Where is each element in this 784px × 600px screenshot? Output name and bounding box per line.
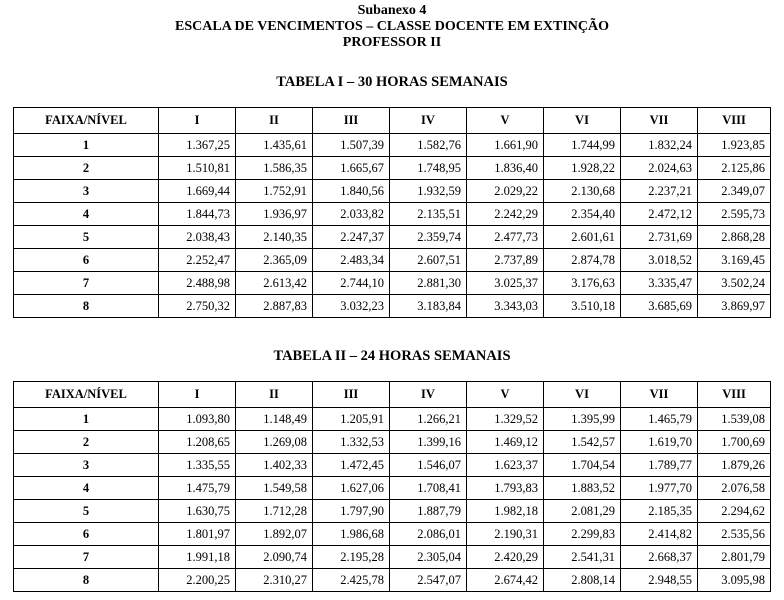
salary-table-24h — [13, 381, 771, 592]
faixa-cell: 1 — [14, 408, 159, 431]
salary-cell: 2.607,51 — [390, 249, 467, 272]
salary-cell: 1.507,39 — [313, 134, 390, 157]
salary-cell: 3.018,52 — [621, 249, 698, 272]
column-header-level: V — [467, 108, 544, 134]
salary-cell: 1.748,95 — [390, 157, 467, 180]
table-1-title: TABELA I – 30 HORAS SEMANAIS — [276, 74, 508, 90]
salary-cell: 1.923,85 — [698, 134, 771, 157]
salary-cell: 1.669,44 — [159, 180, 236, 203]
salary-cell: 1.879,26 — [698, 454, 771, 477]
salary-cell: 1.700,69 — [698, 431, 771, 454]
subanexo-label: Subanexo 4 — [357, 3, 427, 18]
salary-cell: 1.752,91 — [236, 180, 313, 203]
salary-cell: 1.623,37 — [467, 454, 544, 477]
salary-cell: 1.472,45 — [313, 454, 390, 477]
column-header-level: VII — [621, 108, 698, 134]
salary-cell: 2.541,31 — [544, 546, 621, 569]
salary-cell: 1.661,90 — [467, 134, 544, 157]
salary-cell: 1.977,70 — [621, 477, 698, 500]
salary-cell: 2.130,68 — [544, 180, 621, 203]
salary-cell: 2.081,29 — [544, 500, 621, 523]
table-row — [14, 569, 771, 592]
salary-cell: 1.840,56 — [313, 180, 390, 203]
salary-cell: 2.086,01 — [390, 523, 467, 546]
salary-cell: 1.205,91 — [313, 408, 390, 431]
salary-cell: 2.750,32 — [159, 295, 236, 318]
salary-cell: 2.299,83 — [544, 523, 621, 546]
salary-cell: 3.685,69 — [621, 295, 698, 318]
column-header-level: VIII — [698, 108, 771, 134]
faixa-cell: 5 — [14, 226, 159, 249]
salary-cell: 2.613,42 — [236, 272, 313, 295]
salary-cell: 1.399,16 — [390, 431, 467, 454]
salary-cell: 1.836,40 — [467, 157, 544, 180]
salary-cell: 2.242,29 — [467, 203, 544, 226]
faixa-cell: 3 — [14, 454, 159, 477]
salary-cell: 1.704,54 — [544, 454, 621, 477]
salary-cell: 2.354,40 — [544, 203, 621, 226]
faixa-cell: 7 — [14, 272, 159, 295]
faixa-cell: 2 — [14, 157, 159, 180]
salary-cell: 3.335,47 — [621, 272, 698, 295]
faixa-cell: 4 — [14, 477, 159, 500]
salary-cell: 3.095,98 — [698, 569, 771, 592]
salary-cell: 2.033,82 — [313, 203, 390, 226]
salary-cell: 2.038,43 — [159, 226, 236, 249]
faixa-cell: 7 — [14, 546, 159, 569]
salary-cell: 2.190,31 — [467, 523, 544, 546]
salary-cell: 2.237,21 — [621, 180, 698, 203]
salary-cell: 1.619,70 — [621, 431, 698, 454]
salary-cell: 2.601,61 — [544, 226, 621, 249]
faixa-cell: 6 — [14, 523, 159, 546]
salary-cell: 2.488,98 — [159, 272, 236, 295]
salary-cell: 1.435,61 — [236, 134, 313, 157]
salary-cell: 2.744,10 — [313, 272, 390, 295]
faixa-cell: 8 — [14, 295, 159, 318]
salary-cell: 1.982,18 — [467, 500, 544, 523]
table-row — [14, 249, 771, 272]
salary-cell: 1.475,79 — [159, 477, 236, 500]
salary-cell: 2.874,78 — [544, 249, 621, 272]
salary-cell: 3.176,63 — [544, 272, 621, 295]
salary-cell: 1.844,73 — [159, 203, 236, 226]
table-row — [14, 477, 771, 500]
salary-cell: 3.032,23 — [313, 295, 390, 318]
salary-cell: 1.712,28 — [236, 500, 313, 523]
salary-cell: 2.029,22 — [467, 180, 544, 203]
table-row — [14, 272, 771, 295]
salary-cell: 2.887,83 — [236, 295, 313, 318]
salary-cell: 1.395,99 — [544, 408, 621, 431]
salary-cell: 1.469,12 — [467, 431, 544, 454]
table-row — [14, 295, 771, 318]
salary-cell: 2.420,29 — [467, 546, 544, 569]
table-header-row — [14, 108, 771, 134]
salary-cell: 1.093,80 — [159, 408, 236, 431]
salary-cell: 1.335,55 — [159, 454, 236, 477]
salary-cell: 2.425,78 — [313, 569, 390, 592]
salary-cell: 1.801,97 — [159, 523, 236, 546]
faixa-cell: 4 — [14, 203, 159, 226]
faixa-cell: 3 — [14, 180, 159, 203]
column-header-level: VI — [544, 382, 621, 408]
salary-cell: 1.269,08 — [236, 431, 313, 454]
table-row — [14, 546, 771, 569]
salary-cell: 1.928,22 — [544, 157, 621, 180]
document-title: ESCALA DE VENCIMENTOS – CLASSE DOCENTE EM EXTINÇÃO — [175, 19, 609, 34]
table-row — [14, 431, 771, 454]
faixa-cell: 5 — [14, 500, 159, 523]
column-header-level: II — [236, 108, 313, 134]
column-header-level: VI — [544, 108, 621, 134]
salary-cell: 3.869,97 — [698, 295, 771, 318]
salary-cell: 2.808,14 — [544, 569, 621, 592]
salary-cell: 1.932,59 — [390, 180, 467, 203]
salary-cell: 2.477,73 — [467, 226, 544, 249]
salary-cell: 2.668,37 — [621, 546, 698, 569]
column-header-level: V — [467, 382, 544, 408]
salary-cell: 1.797,90 — [313, 500, 390, 523]
salary-cell: 1.329,52 — [467, 408, 544, 431]
column-header-level: VIII — [698, 382, 771, 408]
salary-cell: 1.832,24 — [621, 134, 698, 157]
salary-cell: 2.365,09 — [236, 249, 313, 272]
salary-cell: 2.868,28 — [698, 226, 771, 249]
salary-cell: 2.185,35 — [621, 500, 698, 523]
table-row — [14, 454, 771, 477]
salary-cell: 3.169,45 — [698, 249, 771, 272]
table-row — [14, 408, 771, 431]
salary-cell: 2.801,79 — [698, 546, 771, 569]
salary-cell: 1.627,06 — [313, 477, 390, 500]
salary-cell: 2.535,56 — [698, 523, 771, 546]
faixa-cell: 8 — [14, 569, 159, 592]
salary-cell: 1.883,52 — [544, 477, 621, 500]
salary-cell: 1.936,97 — [236, 203, 313, 226]
salary-cell: 2.076,58 — [698, 477, 771, 500]
column-header-level: II — [236, 382, 313, 408]
salary-cell: 2.200,25 — [159, 569, 236, 592]
column-header-level: I — [159, 382, 236, 408]
salary-cell: 3.502,24 — [698, 272, 771, 295]
salary-cell: 1.582,76 — [390, 134, 467, 157]
salary-cell: 2.595,73 — [698, 203, 771, 226]
faixa-cell: 1 — [14, 134, 159, 157]
salary-cell: 1.332,53 — [313, 431, 390, 454]
column-header-level: VII — [621, 382, 698, 408]
salary-cell: 1.208,65 — [159, 431, 236, 454]
column-header-level: III — [313, 382, 390, 408]
salary-cell: 3.343,03 — [467, 295, 544, 318]
salary-cell: 2.483,34 — [313, 249, 390, 272]
salary-cell: 1.986,68 — [313, 523, 390, 546]
table-2-title: TABELA II – 24 HORAS SEMANAIS — [273, 348, 511, 364]
salary-cell: 2.195,28 — [313, 546, 390, 569]
salary-cell: 1.892,07 — [236, 523, 313, 546]
salary-cell: 1.789,77 — [621, 454, 698, 477]
salary-cell: 2.310,27 — [236, 569, 313, 592]
table-row — [14, 523, 771, 546]
salary-cell: 2.674,42 — [467, 569, 544, 592]
salary-cell: 3.183,84 — [390, 295, 467, 318]
salary-cell: 2.247,37 — [313, 226, 390, 249]
salary-cell: 2.414,82 — [621, 523, 698, 546]
faixa-cell: 2 — [14, 431, 159, 454]
column-header-level: I — [159, 108, 236, 134]
salary-table-30h — [13, 107, 771, 318]
salary-cell: 2.252,47 — [159, 249, 236, 272]
column-header-level: IV — [390, 108, 467, 134]
salary-cell: 1.510,81 — [159, 157, 236, 180]
salary-cell: 2.472,12 — [621, 203, 698, 226]
salary-cell: 2.135,51 — [390, 203, 467, 226]
salary-cell: 2.349,07 — [698, 180, 771, 203]
salary-cell: 1.402,33 — [236, 454, 313, 477]
salary-cell: 2.359,74 — [390, 226, 467, 249]
table-row — [14, 500, 771, 523]
salary-cell: 2.737,89 — [467, 249, 544, 272]
salary-cell: 2.090,74 — [236, 546, 313, 569]
salary-cell: 2.140,35 — [236, 226, 313, 249]
table-row — [14, 157, 771, 180]
table-row — [14, 134, 771, 157]
salary-cell: 1.539,08 — [698, 408, 771, 431]
salary-cell: 1.465,79 — [621, 408, 698, 431]
column-header-faixa-nivel: FAIXA/NÍVEL — [14, 382, 159, 408]
salary-cell: 1.744,99 — [544, 134, 621, 157]
salary-cell: 1.665,67 — [313, 157, 390, 180]
salary-cell: 3.510,18 — [544, 295, 621, 318]
table-row — [14, 226, 771, 249]
salary-cell: 1.546,07 — [390, 454, 467, 477]
table-header-row — [14, 382, 771, 408]
salary-cell: 1.148,49 — [236, 408, 313, 431]
column-header-level: IV — [390, 382, 467, 408]
salary-cell: 1.887,79 — [390, 500, 467, 523]
salary-cell: 2.125,86 — [698, 157, 771, 180]
salary-cell: 3.025,37 — [467, 272, 544, 295]
salary-cell: 2.305,04 — [390, 546, 467, 569]
salary-cell: 1.630,75 — [159, 500, 236, 523]
salary-cell: 1.586,35 — [236, 157, 313, 180]
column-header-faixa-nivel: FAIXA/NÍVEL — [14, 108, 159, 134]
salary-cell: 1.367,25 — [159, 134, 236, 157]
table-row — [14, 203, 771, 226]
salary-cell: 1.549,58 — [236, 477, 313, 500]
salary-cell: 1.708,41 — [390, 477, 467, 500]
document-subtitle: PROFESSOR II — [342, 35, 442, 50]
salary-cell: 1.266,21 — [390, 408, 467, 431]
column-header-level: III — [313, 108, 390, 134]
salary-cell: 2.881,30 — [390, 272, 467, 295]
salary-cell: 2.948,55 — [621, 569, 698, 592]
salary-cell: 1.991,18 — [159, 546, 236, 569]
table-row — [14, 180, 771, 203]
salary-cell: 2.731,69 — [621, 226, 698, 249]
faixa-cell: 6 — [14, 249, 159, 272]
salary-cell: 1.542,57 — [544, 431, 621, 454]
salary-cell: 1.793,83 — [467, 477, 544, 500]
salary-cell: 2.547,07 — [390, 569, 467, 592]
salary-cell: 2.294,62 — [698, 500, 771, 523]
salary-cell: 2.024,63 — [621, 157, 698, 180]
